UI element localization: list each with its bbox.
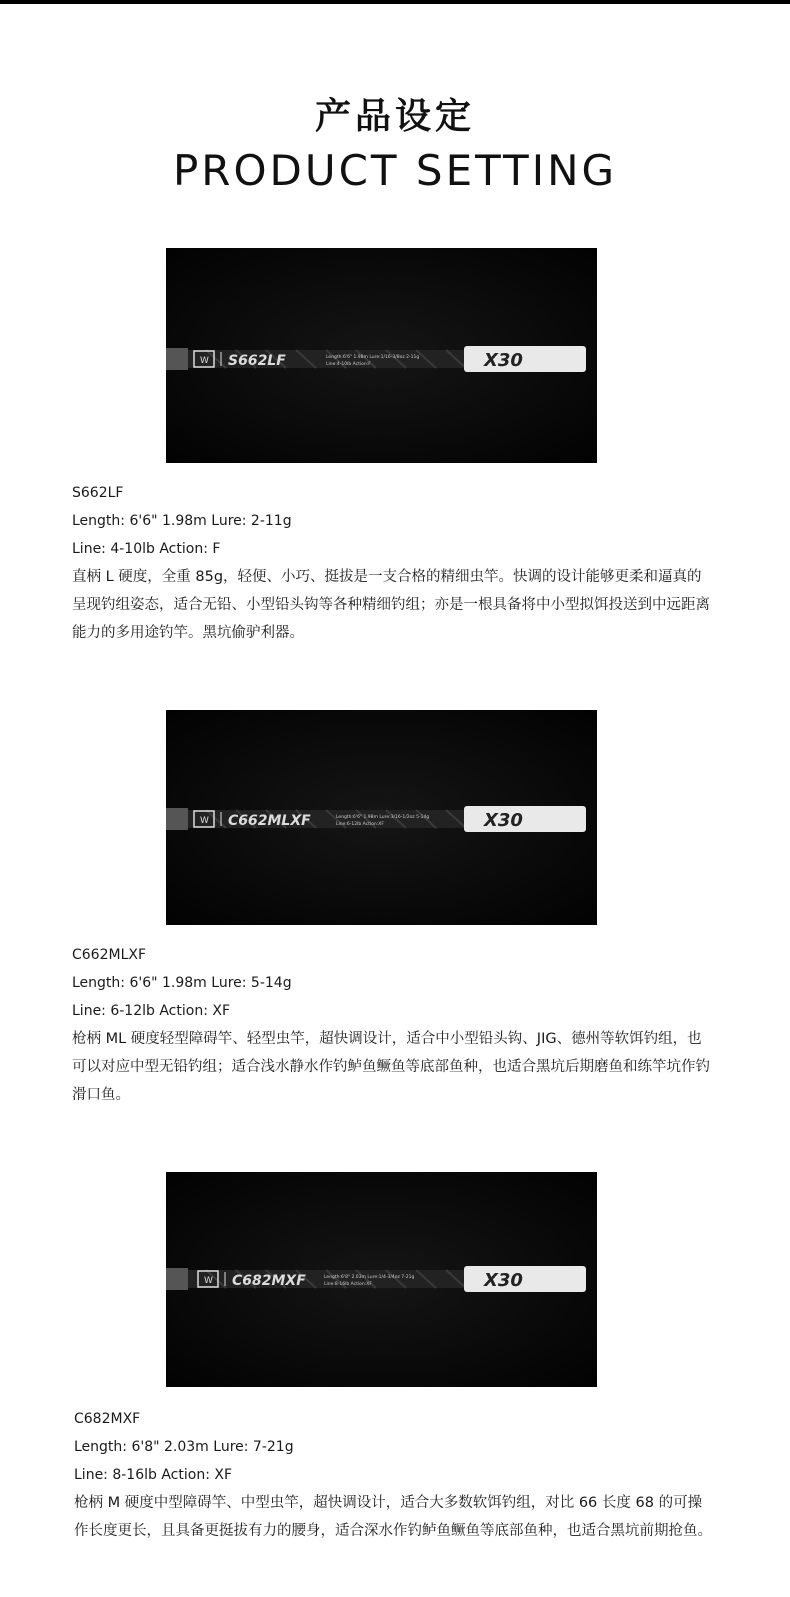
rod-grip-eva (464, 806, 586, 832)
product-photo (166, 248, 597, 463)
rod-model-label: C662MLXF (228, 813, 311, 829)
rod-spec-label: Length:6'6" 1.98m Lure:3/16-1/2oz 5-14g (336, 815, 430, 820)
rod-model-label: S662LF (228, 353, 286, 369)
product-length-lure: Length: 6'6" 1.98m Lure: 5-14g (72, 975, 292, 991)
svg-text:W: W (200, 356, 209, 366)
product-specs (72, 941, 712, 1109)
product-specs (74, 1405, 714, 1545)
rod-grip-left (166, 1268, 188, 1290)
product-photo (166, 710, 597, 925)
brand-logo: X30 (484, 1270, 523, 1291)
rod-grip-left (166, 348, 188, 370)
product-model: S662LF (72, 485, 124, 501)
brand-logo: X30 (484, 810, 523, 831)
rod-spec-label: Length:6'8" 2.03m Lure:1/4-3/4oz 7-21g (324, 1275, 415, 1280)
rod-grip-eva (464, 346, 586, 372)
rod-spec-label: Length:6'6" 1.98m Lure:1/16-3/8oz 2-11g (326, 355, 420, 360)
product-line-action: Line: 4-10lb Action: F (72, 541, 221, 557)
rod-model-label: C682MXF (232, 1273, 306, 1289)
page-title-cn: 产品设定 (314, 96, 475, 137)
product-line-action: Line: 8-16lb Action: XF (74, 1467, 232, 1483)
rod-grip-left (166, 808, 188, 830)
rod-spec-label: Line:4-10lb Action:F (326, 362, 371, 367)
product-line-action: Line: 6-12lb Action: XF (72, 1003, 230, 1019)
svg-text:W: W (200, 816, 209, 826)
top-border (0, 0, 790, 4)
rod-spec-label: Line:6-12lb Action:XF (336, 822, 384, 827)
product-model: C682MXF (74, 1411, 141, 1427)
product-description: 枪柄 ML 硬度轻型障碍竿、轻型虫竿，超快调设计，适合中小型铅头钩、JIG、德州等软饵钓组，也可以对应中型无铅钓组；适合浅水静水作钓鲈鱼鳜鱼等底部鱼种，也适合黑坑后期磨鱼和练竿坑作钓滑口鱼。 (72, 1031, 710, 1103)
rod-grip-eva (464, 1266, 586, 1292)
rod-spec-label: Line:8-16lb Action:XF (324, 1282, 372, 1287)
brand-logo: X30 (484, 350, 523, 371)
product-photo (166, 1172, 597, 1387)
page-title-en: PRODUCT SETTING (172, 146, 618, 195)
product-description: 直柄 L 硬度，全重 85g，轻便、小巧、挺拔是一支合格的精细虫竿。快调的设计能够更柔和逼真的呈现钓组姿态，适合无铅、小型铅头钩等各种精细钓组；亦是一根具备将中小型拟饵投送到中远距离能力的多用途钓竿。黑坑偷驴利器。 (72, 569, 710, 641)
product-model: C662MLXF (72, 947, 147, 963)
product-length-lure: Length: 6'6" 1.98m Lure: 2-11g (72, 513, 292, 529)
svg-text:W: W (204, 1276, 213, 1286)
product-specs (72, 479, 712, 647)
product-length-lure: Length: 6'8" 2.03m Lure: 7-21g (74, 1439, 294, 1455)
product-description: 枪柄 M 硬度中型障碍竿、中型虫竿，超快调设计，适合大多数软饵钓组，对比 66 长度 68 的可操作长度更长，且具备更挺拔有力的腰身，适合深水作钓鲈鱼鳜鱼等底部鱼种，也适合黑坑前期抢鱼。 (74, 1495, 712, 1539)
